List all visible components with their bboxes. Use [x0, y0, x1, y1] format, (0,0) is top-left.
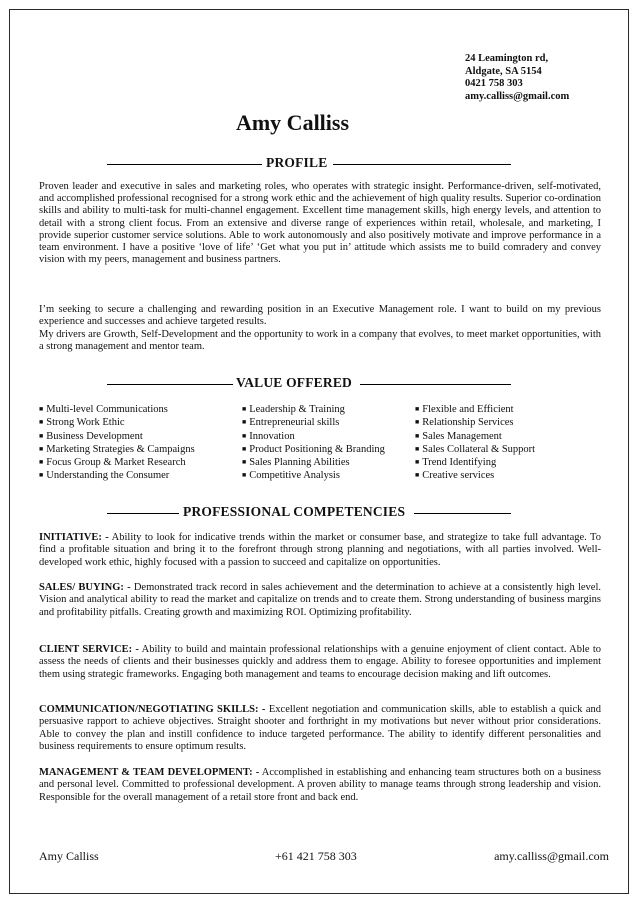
competency-label: SALES/ BUYING: - [39, 582, 131, 593]
value-heading: VALUE OFFERED [236, 375, 352, 390]
competency-sales-buying [39, 582, 601, 619]
bullet-icon: ■ [415, 458, 420, 467]
competency-label: COMMUNICATION/NEGOTIATING SKILLS: - [39, 704, 266, 715]
address-line-2: Aldgate, SA 5154 [465, 65, 542, 77]
competency-text: Ability to look for indicative trends within the market or consumer base, and strategize to take full advantage. To find a profitable situation and bring it to the forefront through strong planning and negotiations, with all parties involved. Well-developed work ethic, highly focused with a passion to succeed and capitalize on opportunities. [39, 532, 601, 568]
list-item: ■ Business Development [39, 430, 143, 442]
value-column-2 [242, 403, 385, 483]
competencies-heading: PROFESSIONAL COMPETENCIES [183, 504, 406, 519]
bullet-icon: ■ [415, 418, 420, 427]
bullet-icon: ■ [242, 405, 247, 413]
list-item: ■ Flexible and Efficient [415, 404, 514, 415]
competency-text: Excellent negotiation and communication skills, able to establish a quick and persuasive rapport to achieve objectives. Straight shooter and forthright in my motivations but never without prior considerations. Able to convey the plan and instill confidence to induce targeted performance. The ability to identify different personalities and business requirements to ensure optimum results. [39, 704, 601, 752]
competency-label: INITIATIVE: - [39, 532, 109, 543]
bullet-icon: ■ [242, 444, 247, 453]
profile-paragraph-2a: I’m seeking to secure a challenging and rewarding position in an Executive Management role. I want to build on my previous experience and successes and achieve targeted results. [39, 304, 601, 328]
list-item: ■ Relationship Services [415, 417, 514, 429]
candidate-name: Amy Calliss [235, 110, 350, 135]
footer-name: Amy Calliss [39, 849, 99, 863]
heading-rule-right [360, 384, 511, 385]
bullet-icon: ■ [415, 471, 420, 480]
list-item: ■ Marketing Strategies & Campaigns [39, 443, 195, 455]
list-item: ■ Competitive Analysis [242, 470, 340, 482]
profile-heading: PROFILE [266, 155, 328, 170]
list-item: ■ Creative services [415, 470, 495, 482]
list-item: ■ Sales Planning Abilities [242, 457, 350, 469]
bullet-icon: ■ [415, 431, 420, 440]
bullet-icon: ■ [39, 405, 44, 413]
list-item: ■ Product Positioning & Branding [242, 443, 385, 455]
profile-heading-row [10, 155, 628, 173]
address-line-1: 24 Leamington rd, [465, 53, 549, 64]
contact-email: amy.calliss@gmail.com [465, 90, 570, 102]
heading-rule-right [333, 164, 511, 165]
list-item: ■ Sales Collateral & Support [415, 443, 536, 455]
list-item: ■ Understanding the Consumer [39, 470, 170, 482]
list-item: ■ Entrepreneurial skills [242, 417, 340, 429]
competency-text: Accomplished in establishing and enhancing team structures both on a business and personal level. Committed to professional development. A proven ability to manage teams through strong leadership and vision. Responsible for the overall management of a retail store front and back end. [39, 767, 601, 803]
bullet-icon: ■ [242, 418, 247, 427]
bullet-icon: ■ [242, 458, 247, 467]
bullet-icon: ■ [39, 444, 44, 453]
bullet-icon: ■ [242, 431, 247, 440]
value-column-3 [415, 403, 535, 483]
competencies-heading-row [10, 504, 628, 522]
list-item: ■ Leadership & Training [242, 404, 345, 415]
resume-page [9, 9, 629, 894]
profile-paragraph-2b: My drivers are Growth, Self-Development and the opportunity to work in a company that evolves, to meet market opportunities, with a strong management and mentor team. [39, 329, 601, 353]
list-item: ■ Innovation [242, 430, 295, 442]
footer-phone: +61 421 758 303 [275, 849, 357, 863]
competency-label: CLIENT SERVICE: - [39, 644, 139, 655]
contact-phone: 0421 758 303 [465, 78, 523, 89]
bullet-icon: ■ [39, 431, 44, 440]
heading-rule-left [107, 513, 179, 514]
bullet-icon: ■ [415, 405, 420, 413]
value-column-1 [39, 403, 195, 483]
list-item: ■ Sales Management [415, 430, 502, 442]
heading-rule-right [414, 513, 511, 514]
bullet-icon: ■ [39, 471, 44, 480]
profile-paragraph-1: Proven leader and executive in sales and marketing roles, who operates with strategic insight. Performance-driven, self-motivated, and accomplished professional recognised for a strong work ethic and the achievement of high quality results. Superior co-ordination skills and ability to multi-task for multi-channel engagement. Excellent time management skills, high energy levels, and attention to detail with a strong client focus. From an extensive and diverse range of experiences within retail, wholesale, and marketing, I provide superior customer service solutions. Able to work autonomously and also positively motivate and improve performance in a team environment. I have a positive ‘love of life’ ‘Get what you put in’ attitude which assists me to build comradery and convey vision with my peers, management and business partners. [39, 181, 601, 266]
list-item: ■ Focus Group & Market Research [39, 457, 186, 469]
list-item: ■ Trend Identifying [415, 457, 497, 469]
value-heading-row [10, 375, 628, 393]
competency-label: MANAGEMENT & TEAM DEVELOPMENT: - [39, 767, 260, 778]
competency-text: Demonstrated track record in sales achievement and the determination to achieve at a consistently high level. Vision and analytical ability to read the market and capitalize on trends and to create them. Strong understanding of business margins and profitability pitfalls. Creating growth and maximizing ROI. Optimizing profitability. [39, 582, 601, 618]
bullet-icon: ■ [39, 418, 44, 427]
bullet-icon: ■ [39, 458, 44, 467]
competency-text: Ability to build and maintain professional relationships with a genuine enjoyment of client contact. Able to assess the needs of clients and their businesses quickly and address them to engage. Ability to foresee opportunities and implement them using strategic frameworks. Engaging both management and teams to encourage decision making and lift outcomes. [39, 644, 601, 680]
list-item: ■ Strong Work Ethic [39, 417, 125, 429]
competency-communication [39, 704, 601, 753]
footer-email: amy.calliss@gmail.com [494, 849, 609, 863]
contact-block [465, 53, 569, 103]
bullet-icon: ■ [242, 471, 247, 480]
bullet-icon: ■ [415, 444, 420, 453]
list-item: ■ Multi-level Communications [39, 404, 168, 415]
heading-rule-left [107, 384, 233, 385]
heading-rule-left [107, 164, 262, 165]
competency-client-service [39, 644, 601, 681]
competency-management [39, 767, 601, 804]
competency-initiative [39, 532, 601, 569]
